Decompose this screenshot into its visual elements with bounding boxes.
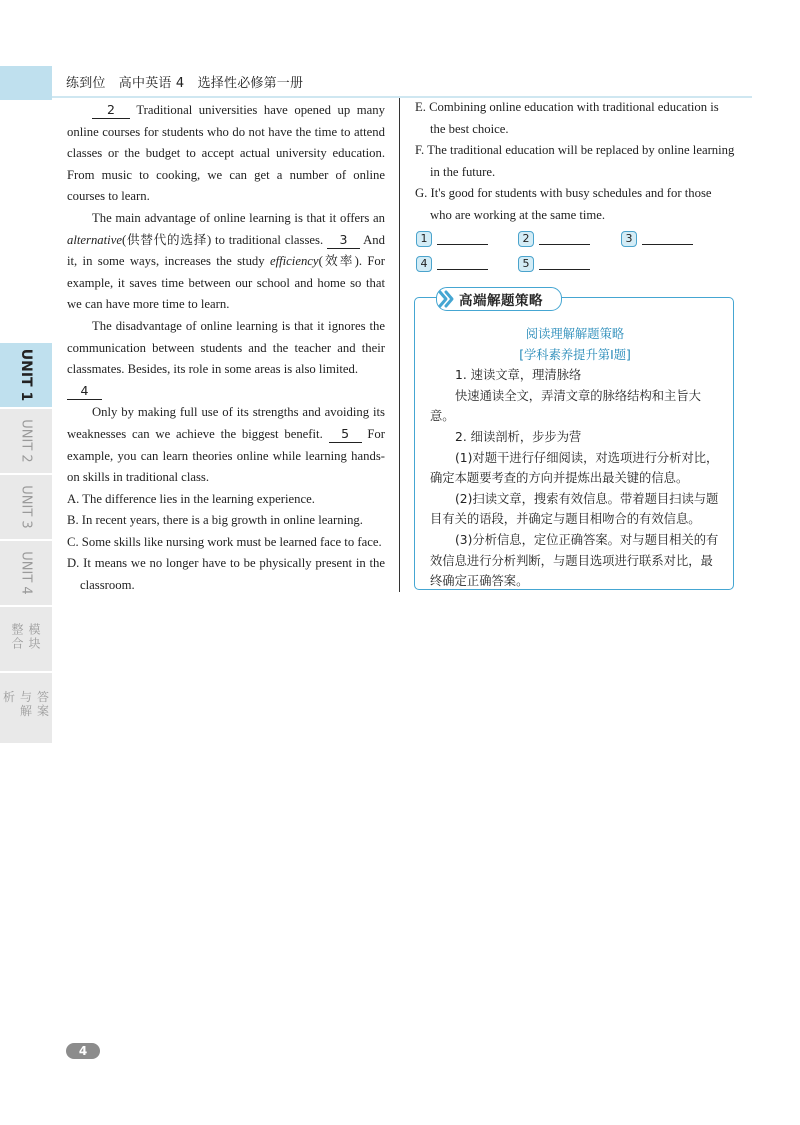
passage-paragraph-1 <box>67 100 385 208</box>
side-tab-label: UNIT 1 <box>18 348 34 402</box>
paragraph-text: And it, in some ways, increases the study <box>67 232 385 269</box>
strategy-step-1-heading: 1. 速读文章，理清脉络 <box>455 368 582 383</box>
strategy-subtitle: [学科素养提升第Ⅰ题] <box>519 347 631 362</box>
option-a: A. The difference lies in the learning experience. <box>67 491 315 506</box>
answer-number: 3 <box>621 231 637 247</box>
option-e: E. Combining online education with traditional education is the best choice. <box>415 100 719 136</box>
side-tab-label: 模块整合 <box>10 623 41 651</box>
column-divider <box>399 98 400 592</box>
strategy-tag-label: 高端解题策略 <box>459 293 543 309</box>
blank-3[interactable]: 3 <box>327 232 360 249</box>
answer-number: 4 <box>416 256 432 272</box>
double-chevron-icon <box>437 288 457 310</box>
answer-number: 1 <box>416 231 432 247</box>
option-g: G. It's good for students with busy schedules and for those who are working at the same time. <box>415 186 712 222</box>
strategy-step-2-a: (1)对题干进行仔细阅读，对选项进行分析对比，确定本题要考查的方向并提炼出最关键的信息。 <box>430 450 719 486</box>
side-tab-label: 答案与解析 <box>1 690 50 719</box>
blank-4[interactable]: 4 <box>67 383 102 400</box>
side-tab-label: UNIT 4 <box>18 551 34 595</box>
blank-5[interactable]: 5 <box>329 426 362 443</box>
option-c: C. Some skills like nursing work must be learned face to face. <box>67 534 382 549</box>
passage-paragraph-2 <box>67 208 385 316</box>
answer-number: 5 <box>518 256 534 272</box>
answer-line <box>437 244 488 245</box>
option-f: F. The traditional education will be replaced by online learning in the future. <box>415 143 735 179</box>
page-number: 4 <box>66 1043 100 1059</box>
vocab-word: alternative <box>67 232 122 247</box>
options-right <box>415 97 735 227</box>
paragraph-text: Only by making full use of its strengths and avoiding its weaknesses can we achieve the biggest benefit. <box>67 405 385 441</box>
side-tab-label: UNIT 3 <box>18 485 34 529</box>
paragraph-text: For example, you can learn theories online while learning hands-on skills in traditional class. <box>67 426 385 485</box>
answer-number: 2 <box>518 231 534 247</box>
answer-line <box>539 269 590 270</box>
header-accent-tab <box>0 66 52 100</box>
paragraph-text: The disadvantage of online learning is that it ignores the communication between students and the teacher and their classmates. Besides, its role in some areas is also limited. <box>67 318 385 377</box>
side-tab-label: UNIT 2 <box>18 419 34 463</box>
strategy-step-1-body: 快速通读全文，弄清文章的脉络结构和主旨大意。 <box>430 388 701 424</box>
paragraph-text: The main advantage of online learning is that it offers an <box>92 210 385 225</box>
strategy-step-2-heading: 2. 细读剖析，步步为营 <box>455 429 582 444</box>
side-tab-module-review[interactable] <box>0 607 52 673</box>
answer-line <box>642 244 693 245</box>
option-d: D. It means we no longer have to be physically present in the classroom. <box>67 556 385 593</box>
passage-blank-line <box>67 381 385 403</box>
side-tab-unit-4[interactable] <box>0 541 52 607</box>
strategy-content <box>430 324 720 592</box>
passage-paragraph-4 <box>67 402 385 488</box>
option-b: B. In recent years, there is a big growth in online learning. <box>67 513 363 528</box>
side-tab-unit-1[interactable] <box>0 343 52 409</box>
strategy-title: 阅读理解解题策略 <box>525 327 625 341</box>
strategy-step-2-c: (3)分析信息，定位正确答案。对与题目相关的有效信息进行分析判断，与题目选项进行联系对比，最终确定正确答案。 <box>430 532 719 589</box>
paragraph-text: (效率). For example, it saves time between our school and home so that we can have more time to learn. <box>67 254 386 312</box>
page-header-title: 练到位 高中英语 4 选择性必修第一册 <box>66 76 304 91</box>
side-tab-unit-2[interactable] <box>0 409 52 475</box>
reading-passage <box>67 100 385 597</box>
answer-line <box>539 244 590 245</box>
passage-paragraph-3 <box>67 316 385 381</box>
vocab-word: efficiency <box>269 254 319 269</box>
side-tab-unit-3[interactable] <box>0 475 52 541</box>
side-tab-answers[interactable] <box>0 673 52 745</box>
answer-line <box>437 269 488 270</box>
strategy-step-2-b: (2)扫读文章，搜索有效信息。带着题目扫读与题目有关的语段，并确定与题目相吻合的有效信息。 <box>430 491 719 527</box>
blank-2[interactable]: 2 <box>92 102 130 119</box>
paragraph-text: Traditional universities have opened up many online courses for students who do not have the time to attend classes or the budget to accept actual university education. From music to cooking, we can get a number of online courses to learn. <box>67 103 385 204</box>
paragraph-text: (供替代的选择) to traditional classes. <box>121 232 327 247</box>
